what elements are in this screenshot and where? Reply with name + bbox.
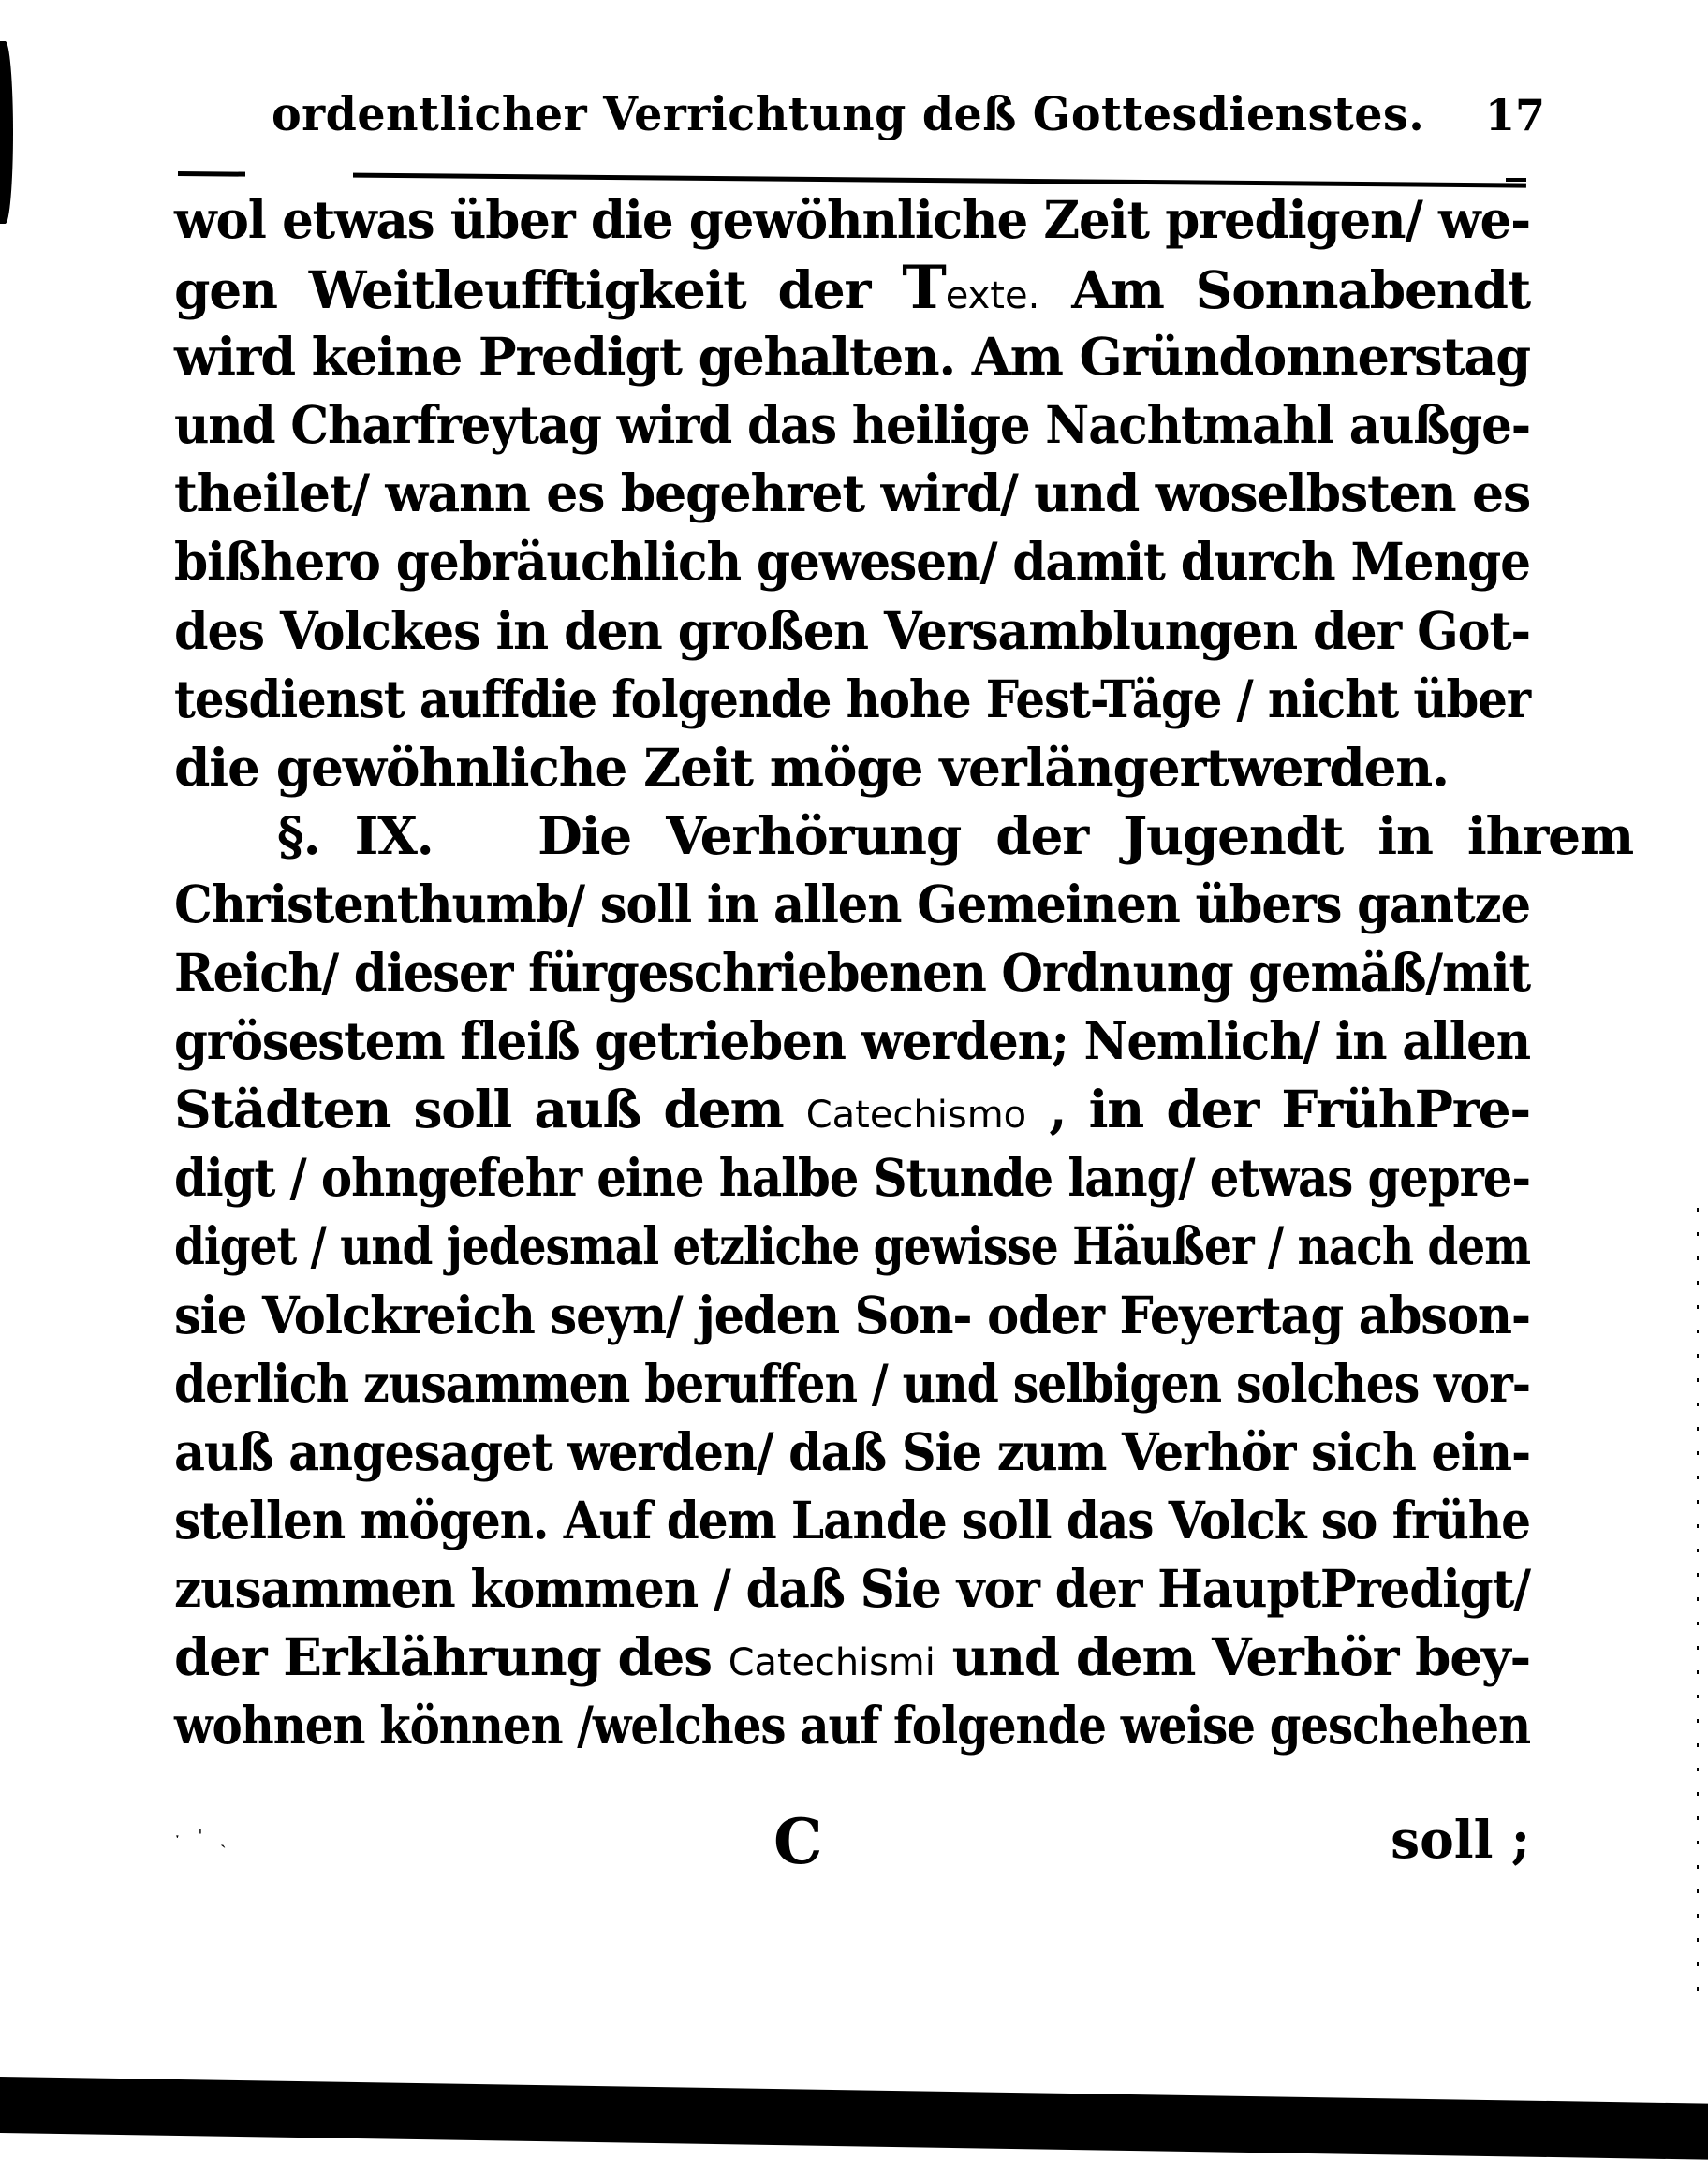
line-text: bißhero gebräuchlich gewesen/ damit durch Menge <box>174 531 1530 593</box>
line-text: stellen mögen. Auf dem Lande soll das Volck so frühe <box>174 1489 1530 1550</box>
latin-word: Catechismi <box>728 1640 935 1684</box>
text-line <box>174 1281 1530 1349</box>
text-line <box>174 1143 1530 1212</box>
text-line <box>174 322 1530 390</box>
line-text: auß angesaget werden/ daß Sie zum Verhör sich ein- <box>174 1420 1530 1482</box>
latin-initial: T <box>902 253 946 324</box>
line-text: , in der FrühPre- <box>1026 1079 1530 1140</box>
line-text: der Erklährung des <box>174 1625 729 1687</box>
text-line <box>174 459 1530 527</box>
running-head <box>272 86 1546 152</box>
header-rule-end <box>1506 178 1526 182</box>
line-text: wohnen können /welches auf folgende weise geschehen <box>174 1695 1530 1756</box>
signature-mark: C <box>773 1805 823 1878</box>
scan-specks: ˑ ˈ ˏ <box>174 1826 232 1848</box>
line-text: Am Sonnabendt <box>1039 259 1530 321</box>
line-text: derlich zusammen beruffen / und selbigen solches vor- <box>174 1352 1530 1414</box>
text-line <box>174 1486 1530 1554</box>
line-text: die gewöhnliche Zeit möge verlängertwerden. <box>174 736 1449 798</box>
text-line <box>174 1623 1530 1691</box>
line-text: und dem Verhör bey- <box>935 1625 1530 1687</box>
text-line <box>174 665 1530 733</box>
line-text: tesdienst auffdie folgende hohe Fest-Täge / nicht über <box>174 668 1530 729</box>
text-line <box>174 1418 1530 1486</box>
text-line <box>174 870 1530 938</box>
line-text: grösestem fleiß getrieben werden; Nemlich/ in allen <box>174 1010 1530 1072</box>
text-line <box>174 1554 1530 1623</box>
line-text: diget / und jedesmal etzliche gewisse Häußer / nach dem <box>174 1215 1530 1277</box>
text-line <box>174 733 1530 801</box>
latin-word: exte. <box>945 274 1040 318</box>
line-text: zusammen kommen / daß Sie vor der HauptPredigt/ <box>174 1557 1530 1619</box>
text-line <box>174 938 1530 1007</box>
line-text: und Charfreytag wird das heilige Nachtmahl außge- <box>174 394 1530 456</box>
text-line <box>174 527 1530 595</box>
text-line <box>174 1075 1530 1143</box>
body-text <box>174 185 1633 1759</box>
latin-word: Catechismo <box>805 1094 1027 1138</box>
section-mark: §. IX. <box>277 804 434 866</box>
line-text: theilet/ wann es begehret wird/ und woselbsten es <box>174 463 1530 524</box>
scan-bottom-shadow <box>0 2077 1708 2160</box>
line-text: wol etwas über die gewöhnliche Zeit predigen/ we- <box>174 189 1530 250</box>
text-line <box>174 1691 1530 1759</box>
catchword: soll ; <box>1391 1809 1530 1870</box>
line-text: gen Weitleufftigkeit der <box>174 259 903 321</box>
line-text: digt / ohngefehr eine halbe Stunde lang/ etwas gepre- <box>174 1147 1530 1209</box>
line-text: wird keine Predigt gehalten. Am Gründonnerstag <box>174 326 1530 388</box>
page-footer <box>174 1805 1530 1889</box>
page-number: 17 <box>1485 90 1546 140</box>
text-line <box>174 596 1530 665</box>
line-text: Reich/ dieser fürgeschriebenen Ordnung gemäß/mit <box>174 942 1530 1004</box>
scan-edge-shadow <box>0 41 13 224</box>
text-line <box>174 185 1530 254</box>
text-line <box>174 254 1530 322</box>
scan-edge-speckle <box>1697 1208 1699 1994</box>
line-text: Städten soll auß dem <box>174 1079 806 1140</box>
line-text: sie Volckreich seyn/ jeden Son- oder Feyertag abson- <box>174 1284 1530 1345</box>
text-line <box>174 1007 1530 1075</box>
text-line <box>174 1349 1530 1418</box>
line-text: Christenthumb/ soll in allen Gemeinen übers gantze <box>174 873 1530 934</box>
running-head-title: ordentlicher Verrichtung deß Gottesdienstes. <box>272 86 1425 141</box>
line-text: Die Verhörung der Jugendt in ihrem <box>537 804 1633 866</box>
text-line <box>174 1212 1530 1280</box>
text-line <box>174 390 1530 459</box>
section-heading-line <box>174 801 1633 870</box>
line-text: des Volckes in den großen Versamblungen der Got- <box>174 599 1530 661</box>
